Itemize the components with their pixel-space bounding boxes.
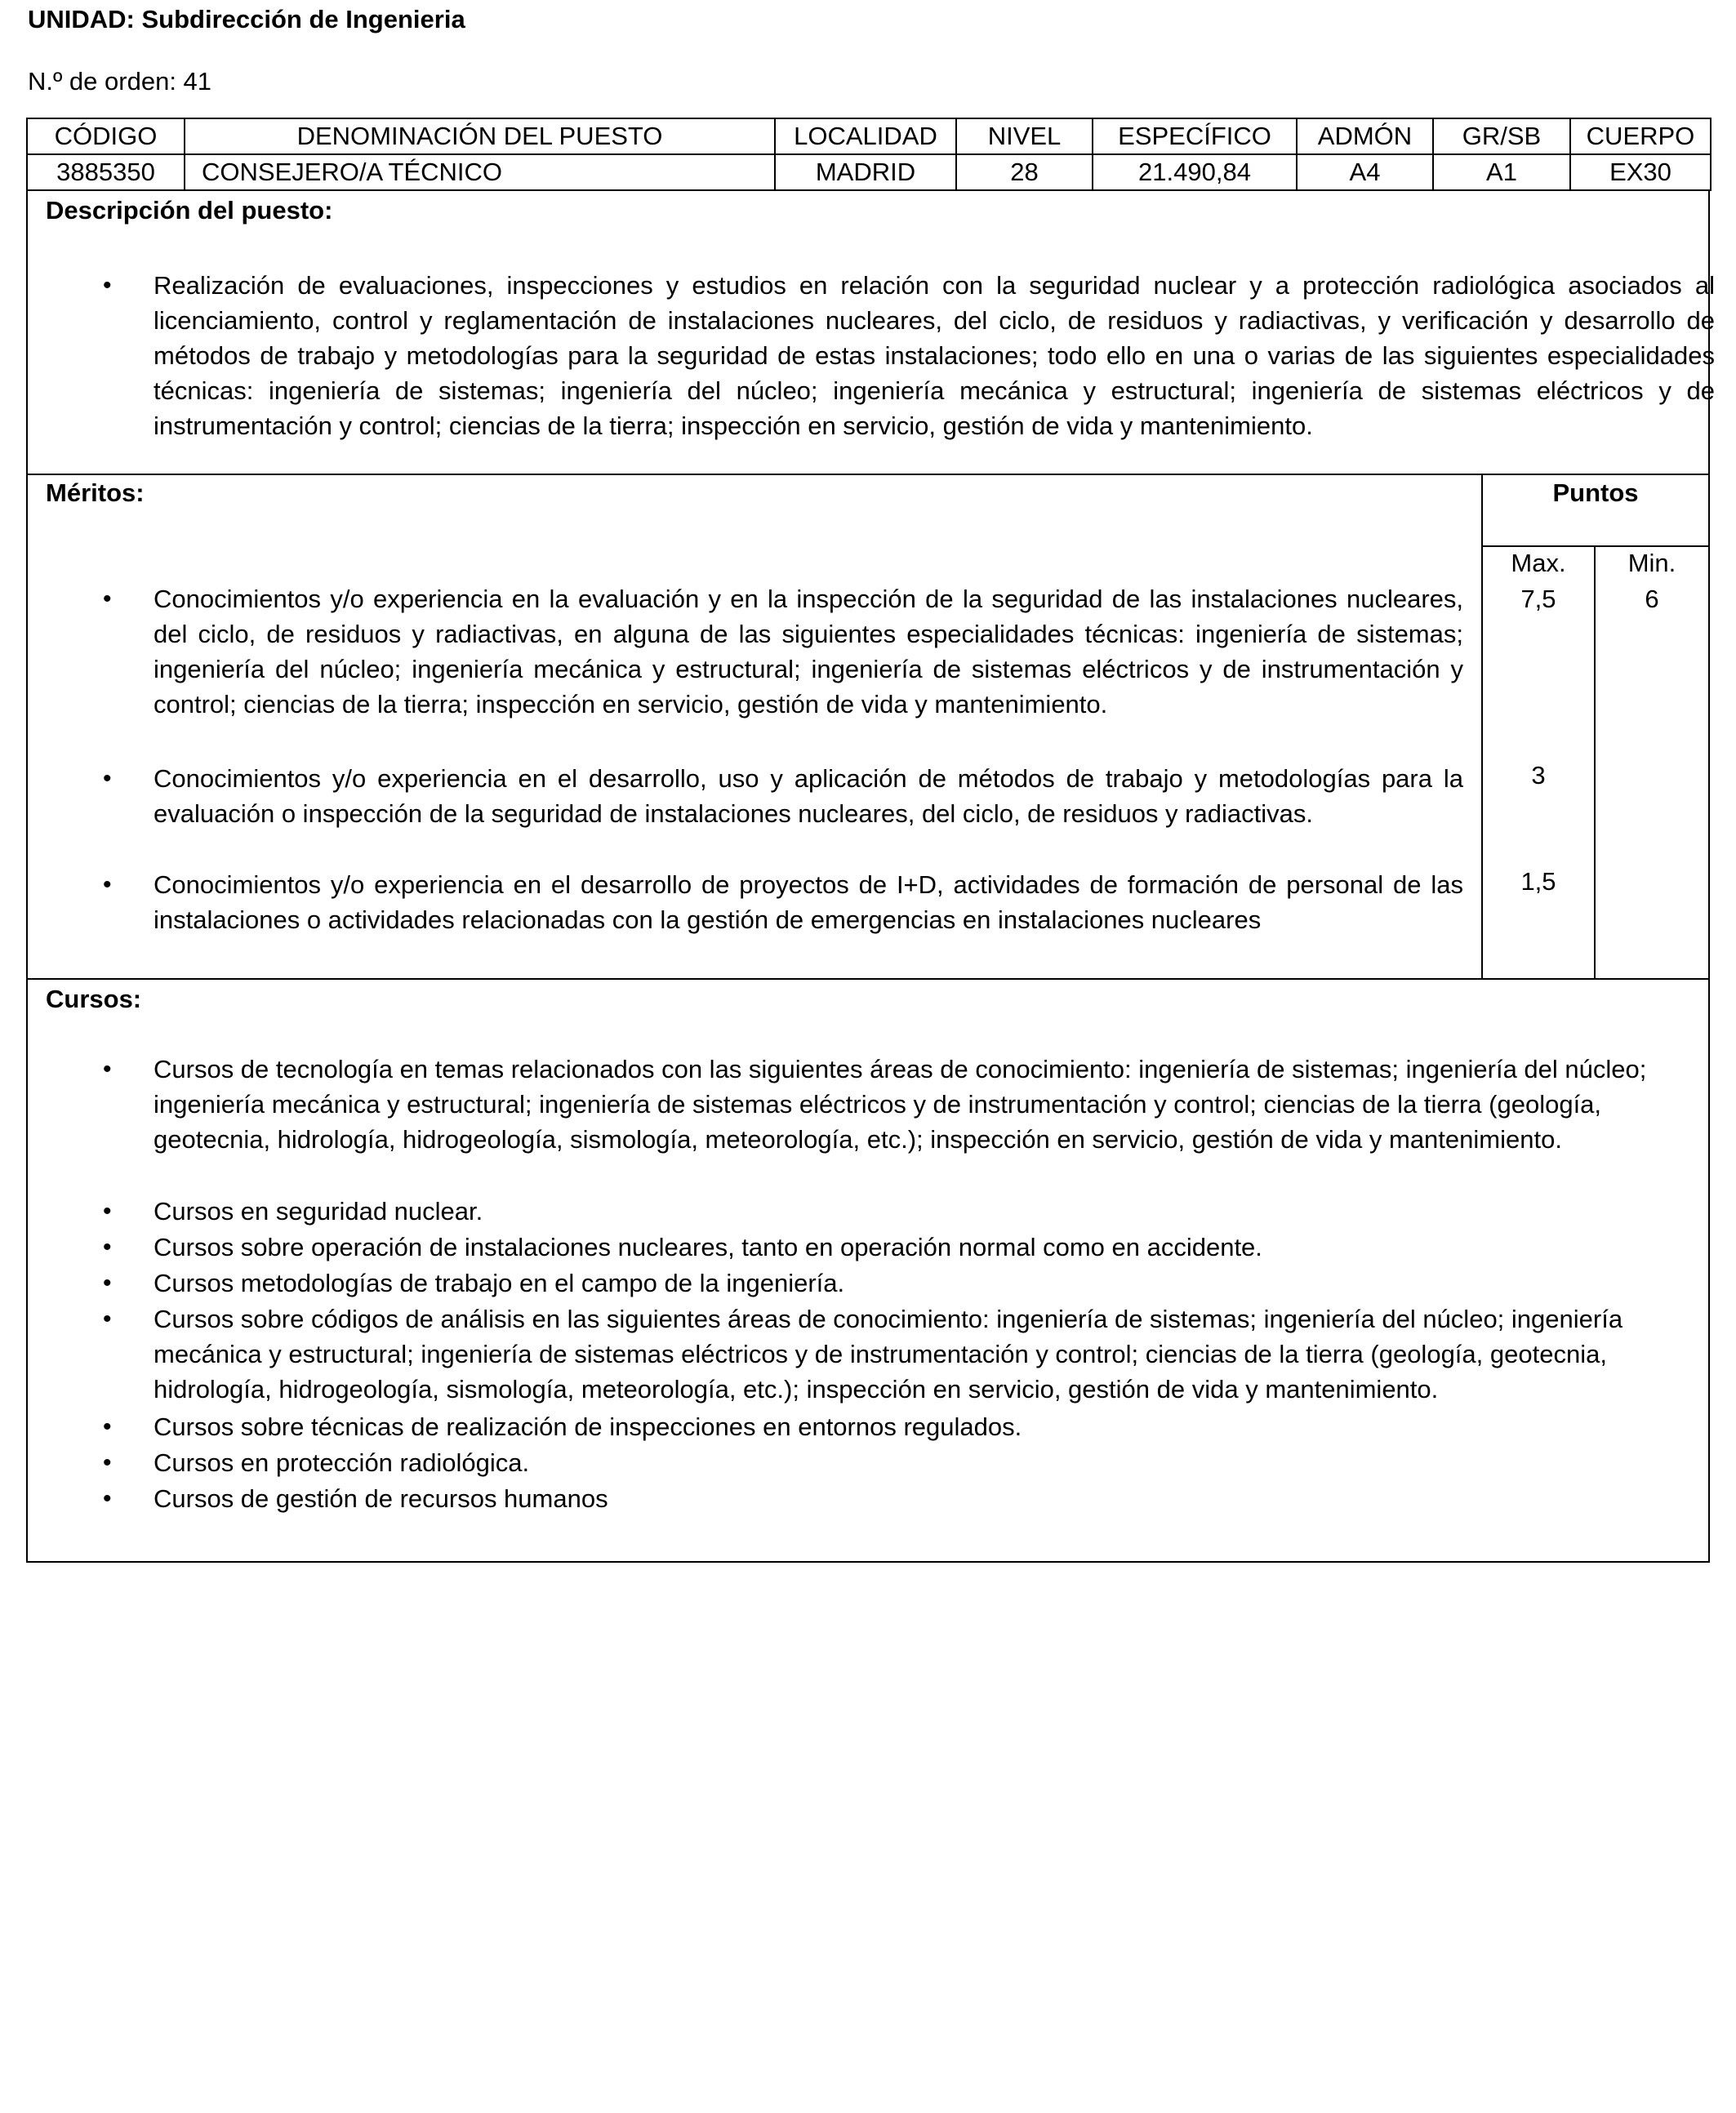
merito-item-text: Conocimientos y/o experiencia en el desarrollo, uso y aplicación de métodos de trabajo y metodologías para la evaluación o inspección de la seguridad de instalaciones nucleares, del ciclo, de residuos y radiactivas. (154, 764, 1463, 828)
col-header-grsb: GR/SB (1433, 118, 1570, 154)
puntos-label: Puntos (1552, 478, 1639, 507)
cell-localidad: MADRID (775, 154, 956, 190)
meritos-title: Méritos: (46, 478, 145, 507)
curso-item-text: Cursos de tecnología en temas relacionados con las siguientes áreas de conocimiento: ingeniería de sistemas; ingeniería del núcleo; ingeniería mecánica y estructural; ingeniería de sistemas eléctricos y de instrumentación y control; ciencias de la tierra (geología, geotecnia, hidrología, hidrogeología, sismología, meteorología, etc.); inspección en servicio, gestión de vida y mantenimiento. (154, 1055, 1647, 1154)
bullet-icon: • (103, 1413, 112, 1440)
descripcion-title: Descripción del puesto: (46, 196, 333, 225)
curso-item-text: Cursos metodologías de trabajo en el campo de la ingeniería. (154, 1269, 845, 1297)
cell-codigo: 3885350 (27, 154, 185, 190)
bullet-icon: • (103, 272, 112, 299)
bullet-icon: • (103, 765, 112, 792)
merito-max-value: 7,5 (1520, 585, 1556, 613)
merito-max-value: 3 (1531, 761, 1546, 790)
cell-especifico: 21.490,84 (1093, 154, 1297, 190)
orden-number: N.º de orden: 41 (28, 67, 212, 96)
curso-item-text: Cursos sobre operación de instalaciones nucleares, tanto en operación normal como en accidente. (154, 1233, 1262, 1261)
bullet-icon: • (103, 1270, 112, 1297)
col-header-especifico: ESPECÍFICO (1093, 118, 1297, 154)
min-label: Min. (1627, 549, 1676, 577)
bullet-icon: • (103, 871, 112, 898)
curso-item-text: Cursos en seguridad nuclear. (154, 1197, 483, 1226)
cursos-title: Cursos: (46, 985, 142, 1013)
col-header-denominacion: DENOMINACIÓN DEL PUESTO (185, 118, 775, 154)
bullet-icon: • (103, 1234, 112, 1261)
bullet-icon: • (103, 1485, 112, 1512)
curso-item-text: Cursos de gestión de recursos humanos (154, 1484, 608, 1513)
col-header-codigo: CÓDIGO (27, 118, 185, 154)
curso-item-text: Cursos sobre códigos de análisis en las siguientes áreas de conocimiento: ingeniería de sistemas; ingeniería del núcleo; ingeniería mecánica y estructural; ingeniería de sistemas eléctricos y de instrumentación y control; ciencias de la tierra (geología, geotecnia, hidrología, hidrogeología, sismología, meteorología, etc.); inspección en servicio, gestión de vida y mantenimiento. (154, 1305, 1623, 1403)
meritos-section (26, 474, 1710, 980)
curso-item-text: Cursos sobre técnicas de realización de inspecciones en entornos regulados. (154, 1412, 1022, 1441)
max-label: Max. (1511, 549, 1566, 577)
cell-denominacion: CONSEJERO/A TÉCNICO (185, 154, 775, 190)
merito-item-text: Conocimientos y/o experiencia en el desarrollo de proyectos de I+D, actividades de formación de personal de las instalaciones o actividades relacionadas con la gestión de emergencias en instalaciones nucleares (154, 870, 1463, 934)
col-header-admon: ADMÓN (1297, 118, 1433, 154)
descripcion-item-text: Realización de evaluaciones, inspecciones y estudios en relación con la seguridad nuclear y a protección radiológica asociados al licenciamiento, control y reglamentación de instalaciones nucleares, del ciclo, de residuos y radiactivas, y verificación y desarrollo de métodos de trabajo y metodologías para la seguridad de estas instalaciones; todo ello en una o varias de las siguientes especialidades técnicas: ingeniería de sistemas; ingeniería del núcleo; ingeniería mecánica y estructural; ingeniería de sistemas eléctricos y de instrumentación y control; ciencias de la tierra; inspección en servicio, gestión de vida y mantenimiento. (154, 271, 1715, 440)
bullet-icon: • (103, 1449, 112, 1476)
job-table-row (27, 154, 1711, 190)
bullet-icon: • (103, 1056, 112, 1083)
unidad-heading: UNIDAD: Subdirección de Ingenieria (28, 5, 465, 33)
col-header-localidad: LOCALIDAD (775, 118, 956, 154)
merito-max-value: 1,5 (1520, 867, 1556, 896)
curso-item-text: Cursos en protección radiológica. (154, 1448, 530, 1477)
cursos-section (26, 978, 1710, 1563)
job-table (26, 118, 1712, 191)
cell-grsb: A1 (1433, 154, 1570, 190)
col-header-cuerpo: CUERPO (1570, 118, 1711, 154)
job-table-header-row (27, 118, 1711, 154)
merito-item-text: Conocimientos y/o experiencia en la evaluación y en la inspección de la seguridad de las instalaciones nucleares, del ciclo, de residuos y radiactivas, en alguna de las siguientes especialidades técnicas: ingeniería de sistemas; ingeniería del núcleo; ingeniería mecánica y estructural; ingeniería de sistemas eléctricos y de instrumentación y control; ciencias de la tierra; inspección en servicio, gestión de vida y mantenimiento. (154, 585, 1463, 718)
bullet-icon: • (103, 1306, 112, 1332)
bullet-icon: • (103, 1198, 112, 1225)
cell-cuerpo: EX30 (1570, 154, 1711, 190)
col-header-nivel: NIVEL (956, 118, 1093, 154)
cell-admon: A4 (1297, 154, 1433, 190)
min-value: 6 (1645, 585, 1659, 613)
bullet-icon: • (103, 585, 112, 612)
cell-nivel: 28 (956, 154, 1093, 190)
descripcion-section (26, 189, 1715, 475)
